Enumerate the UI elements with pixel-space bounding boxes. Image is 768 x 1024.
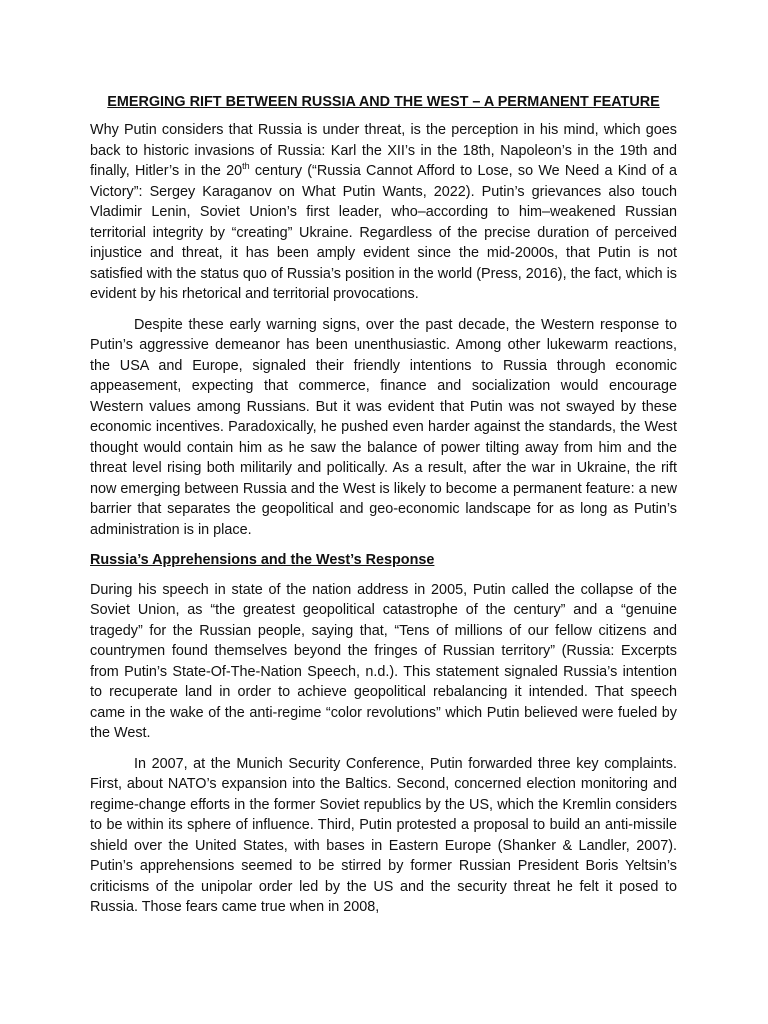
document-page: [90, 92, 677, 928]
document-title: EMERGING RIFT BETWEEN RUSSIA AND THE WEST – A PERMANENT FEATURE: [107, 94, 660, 110]
paragraph-2: Despite these early warning signs, over the past decade, the Western response to Putin’s aggressive demeanor has been unenthusiastic. Among other lukewarm reactions, the USA and Europe, signaled their friendly intentions to Russia through economic appeasement, expecting that commerce, finance and socialization would encourage Western values among Russians. But it was evident that Putin was not swayed by these economic incentives. Paradoxically, he pushed even harder against the standards, the West thought would contain him as he saw the balance of power tilting away from him and the threat level rising both militarily and politically. As a result, after the war in Ukraine, the rift now emerging between Russia and the West is likely to become a permanent feature: a new barrier that separates the geopolitical and geo-economic landscape for as long as Putin’s administration is in place.: [90, 316, 677, 538]
paragraph-1: [90, 120, 677, 305]
ordinal-superscript: th: [242, 161, 250, 172]
paragraph-4: In 2007, at the Munich Security Conference, Putin forwarded three key complaints. First, about NATO’s expansion into the Baltics. Second, concerned election monitoring and regime-change efforts in the former Soviet republics by the US, which the Kremlin considers to be within its sphere of influence. Third, Putin protested a proposal to build an anti-missile shield over the United States, with bases in Eastern Europe (Shanker & Landler, 2007). Putin’s apprehensions seemed to be stirred by former Russian President Boris Yeltsin’s criticisms of the unipolar order led by the US and the security threat he felt it posed to Russia. Those fears came true when in 2008,: [90, 755, 677, 915]
paragraph-1-part-b: century (“Russia Cannot Afford to Lose, so We Need a Kind of a Victory”: Sergey Karaganov on What Putin Wants, 2022). Putin’s grievances also touch Vladimir Lenin, Soviet Union’s first leader, who–according to him–weakened Russian territorial integrity by “creating” Ukraine. Regardless of the precise duration of perceived injustice and threat, it has been amply evident since the mid-2000s, that Putin is not satisfied with the status quo of Russia’s position in the world (Press, 2016), the fact, which is evident by his rhetorical and territorial provocations.: [90, 163, 677, 302]
paragraph-3: During his speech in state of the nation address in 2005, Putin called the collapse of the Soviet Union, as “the greatest geopolitical catastrophe of the century” and a “genuine tragedy” for the Russian people, saying that, “Tens of millions of our fellow citizens and countrymen found themselves beyond the fringes of Russian territory” (Russia: Excerpts from Putin’s State-Of-The-Nation Speech, n.d.). This statement signaled Russia’s intention to recuperate land in order to achieve geopolitical rebalancing it intended. That speech came in the wake of the anti-regime “color revolutions” which Putin believed were fueled by the West.: [90, 581, 677, 741]
paragraph-1-part-a: Why Putin considers that Russia is under threat, is the perception in his mind, which goes back to historic invasions of Russia: Karl the XII’s in the 18th, Napoleon’s in the 19th and finally, Hitler’s in the 20: [90, 122, 677, 179]
section-subheading: Russia’s Apprehensions and the West’s Response: [90, 552, 435, 568]
